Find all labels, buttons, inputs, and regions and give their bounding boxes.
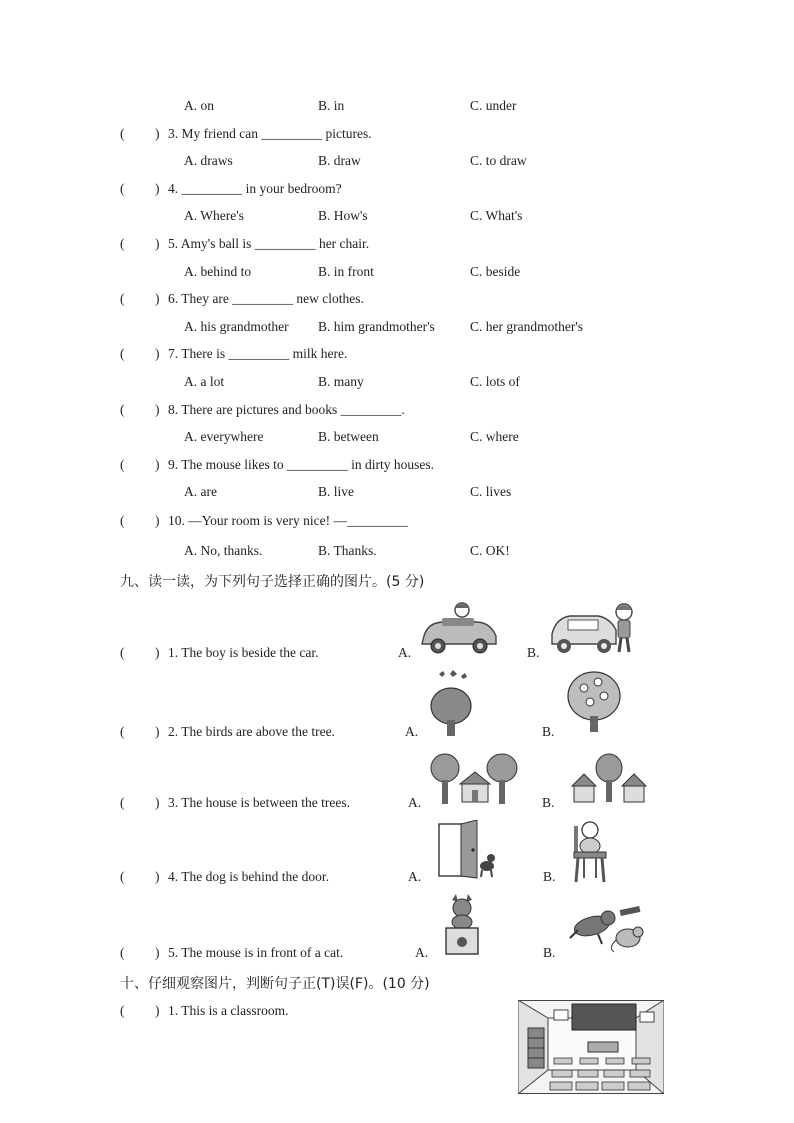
question-stem: 10. —Your room is very nice! —_________: [168, 513, 408, 528]
option-c: C. lots of: [470, 374, 520, 389]
option-c: C. her grandmother's: [470, 319, 584, 334]
option-b: B. How's: [318, 208, 368, 223]
question-stem: 1. The boy is beside the car.: [168, 645, 319, 660]
option-b: B. many: [318, 374, 364, 389]
choice-b-label: B.: [543, 869, 556, 884]
question-stem: 3. The house is between the trees.: [168, 795, 350, 810]
section-heading-9: 九、读一读，为下列句子选择正确的图片。(5 分): [120, 574, 425, 590]
boy-beside-car-icon[interactable]: [548, 600, 640, 658]
choice-a-label: A.: [415, 945, 429, 960]
option-b: B. between: [318, 429, 379, 444]
choice-b-label: B.: [527, 645, 540, 660]
dog-on-chair-icon[interactable]: [570, 818, 610, 884]
question-stem: 4. _________ in your bedroom?: [168, 181, 342, 196]
choice-b-label: B.: [542, 795, 555, 810]
option-c: C. beside: [470, 264, 521, 279]
birds-above-tree-icon[interactable]: [425, 668, 477, 738]
classroom-icon[interactable]: [518, 1000, 664, 1094]
tree-between-houses-icon[interactable]: [570, 752, 648, 806]
question-stem: 5. Amy's ball is _________ her chair.: [168, 236, 370, 251]
boy-behind-car-icon[interactable]: [418, 600, 500, 658]
choice-b-label: B.: [542, 724, 555, 739]
option-a: A. behind to: [184, 264, 252, 279]
question-stem: 3. My friend can _________ pictures.: [168, 126, 372, 141]
question-stem: 1. This is a classroom.: [168, 1003, 289, 1018]
option-b: B. in: [318, 98, 345, 113]
section-heading-10: 十、仔细观察图片，判断句子正(T)误(F)。(10 分): [120, 976, 430, 992]
option-b: B. in front: [318, 264, 374, 279]
option-c: C. lives: [470, 484, 512, 499]
option-c: C. where: [470, 429, 519, 444]
option-a: A. No, thanks.: [184, 543, 263, 558]
option-b: B. Thanks.: [318, 543, 377, 558]
option-b: B. him grandmother's: [318, 319, 435, 334]
option-c: C. to draw: [470, 153, 527, 168]
choice-a-label: A.: [408, 869, 422, 884]
option-c: C. OK!: [470, 543, 510, 558]
option-c: C. What's: [470, 208, 523, 223]
option-a: A. are: [184, 484, 217, 499]
option-a: A. everywhere: [184, 429, 264, 444]
dog-behind-door-icon[interactable]: [435, 820, 497, 882]
cat-on-box-icon[interactable]: [442, 894, 482, 956]
option-b: B. draw: [318, 153, 361, 168]
option-a: A. Where's: [184, 208, 244, 223]
option-a: A. his grandmother: [184, 319, 289, 334]
question-stem: 5. The mouse is in front of a cat.: [168, 945, 344, 960]
cat-chasing-mouse-icon[interactable]: [568, 904, 646, 954]
option-a: A. on: [184, 98, 214, 113]
question-stem: 6. They are _________ new clothes.: [168, 291, 364, 306]
question-stem: 8. There are pictures and books _________.: [168, 402, 405, 417]
question-stem: 9. The mouse likes to _________ in dirty houses.: [168, 457, 434, 472]
question-stem: 4. The dog is behind the door.: [168, 869, 329, 884]
option-b: B. live: [318, 484, 354, 499]
choice-a-label: A.: [408, 795, 422, 810]
house-between-trees-icon[interactable]: [430, 752, 520, 806]
choice-b-label: B.: [543, 945, 556, 960]
birds-in-tree-icon[interactable]: [566, 668, 622, 734]
option-c: C. under: [470, 98, 517, 113]
choice-a-label: A.: [398, 645, 412, 660]
question-stem: 7. There is _________ milk here.: [168, 346, 348, 361]
question-stem: 2. The birds are above the tree.: [168, 724, 335, 739]
option-a: A. a lot: [184, 374, 225, 389]
choice-a-label: A.: [405, 724, 419, 739]
option-a: A. draws: [184, 153, 233, 168]
